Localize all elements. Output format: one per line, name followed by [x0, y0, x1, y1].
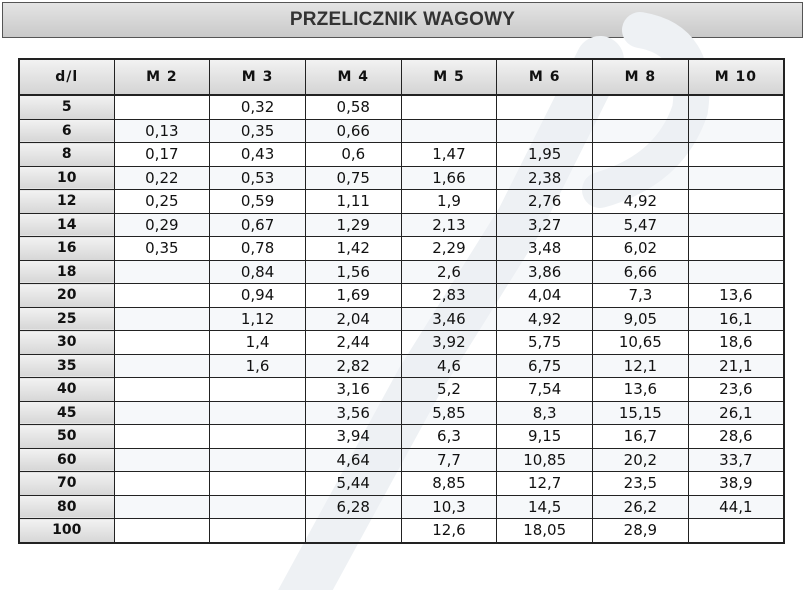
row-header-length: 8 — [19, 143, 114, 167]
row-header-length: 12 — [19, 190, 114, 214]
weight-cell: 28,6 — [688, 425, 784, 449]
weight-cell: 1,66 — [401, 166, 497, 190]
weight-cell — [593, 119, 689, 143]
row-header-length: 45 — [19, 401, 114, 425]
weight-cell: 5,44 — [305, 472, 401, 496]
weight-cell: 12,6 — [401, 519, 497, 543]
weight-cell: 5,85 — [401, 401, 497, 425]
weight-cell: 12,1 — [593, 354, 689, 378]
weight-cell: 0,78 — [210, 237, 306, 261]
weight-cell — [210, 425, 306, 449]
table-row — [19, 331, 784, 355]
weight-cell — [210, 448, 306, 472]
weight-cell: 7,7 — [401, 448, 497, 472]
weight-cell — [688, 190, 784, 214]
column-header-thread: M 6 — [497, 59, 593, 95]
row-header-length: 60 — [19, 448, 114, 472]
table-row — [19, 401, 784, 425]
weight-cell — [497, 95, 593, 119]
weight-cell: 26,1 — [688, 401, 784, 425]
table-row — [19, 472, 784, 496]
weight-cell — [114, 307, 210, 331]
table-row — [19, 495, 784, 519]
weight-cell: 6,75 — [497, 354, 593, 378]
weight-cell — [114, 448, 210, 472]
weight-cell: 1,56 — [305, 260, 401, 284]
weight-cell: 9,05 — [593, 307, 689, 331]
column-header-size: d/l — [19, 59, 114, 95]
weight-cell: 0,29 — [114, 213, 210, 237]
weight-cell: 4,64 — [305, 448, 401, 472]
weight-cell — [688, 95, 784, 119]
weight-cell — [688, 119, 784, 143]
weight-cell: 5,2 — [401, 378, 497, 402]
weight-conversion-table — [18, 58, 785, 544]
weight-cell: 4,92 — [497, 307, 593, 331]
weight-cell: 7,3 — [593, 284, 689, 308]
weight-cell: 3,48 — [497, 237, 593, 261]
weight-cell: 3,92 — [401, 331, 497, 355]
weight-cell — [688, 166, 784, 190]
weight-cell: 23,6 — [688, 378, 784, 402]
weight-cell: 0,25 — [114, 190, 210, 214]
row-header-length: 20 — [19, 284, 114, 308]
row-header-length: 25 — [19, 307, 114, 331]
weight-cell: 8,85 — [401, 472, 497, 496]
weight-cell: 5,47 — [593, 213, 689, 237]
table-row — [19, 119, 784, 143]
weight-cell: 0,58 — [305, 95, 401, 119]
column-header-thread: M 2 — [114, 59, 210, 95]
row-header-length: 40 — [19, 378, 114, 402]
weight-cell: 15,15 — [593, 401, 689, 425]
weight-cell — [305, 519, 401, 543]
weight-cell — [114, 378, 210, 402]
weight-cell — [114, 354, 210, 378]
weight-cell — [114, 284, 210, 308]
weight-cell — [114, 331, 210, 355]
weight-cell: 2,04 — [305, 307, 401, 331]
weight-cell: 0,53 — [210, 166, 306, 190]
weight-cell: 21,1 — [688, 354, 784, 378]
weight-cell: 6,66 — [593, 260, 689, 284]
weight-cell — [401, 95, 497, 119]
weight-cell: 0,43 — [210, 143, 306, 167]
weight-cell: 5,75 — [497, 331, 593, 355]
weight-cell: 4,6 — [401, 354, 497, 378]
weight-cell — [688, 237, 784, 261]
weight-cell — [497, 119, 593, 143]
column-header-thread: M 3 — [210, 59, 306, 95]
weight-cell: 2,44 — [305, 331, 401, 355]
weight-cell: 0,94 — [210, 284, 306, 308]
table-row — [19, 190, 784, 214]
weight-cell: 0,35 — [114, 237, 210, 261]
weight-cell: 13,6 — [688, 284, 784, 308]
weight-cell: 0,59 — [210, 190, 306, 214]
weight-cell — [114, 472, 210, 496]
weight-cell: 0,6 — [305, 143, 401, 167]
weight-cell: 0,35 — [210, 119, 306, 143]
table-row — [19, 425, 784, 449]
weight-cell: 0,75 — [305, 166, 401, 190]
weight-cell: 0,32 — [210, 95, 306, 119]
weight-cell: 2,83 — [401, 284, 497, 308]
weight-cell: 44,1 — [688, 495, 784, 519]
weight-cell: 8,3 — [497, 401, 593, 425]
weight-cell — [688, 519, 784, 543]
weight-cell: 4,04 — [497, 284, 593, 308]
weight-cell: 33,7 — [688, 448, 784, 472]
weight-cell: 28,9 — [593, 519, 689, 543]
weight-cell: 16,7 — [593, 425, 689, 449]
table-row — [19, 284, 784, 308]
weight-cell: 1,29 — [305, 213, 401, 237]
row-header-length: 5 — [19, 95, 114, 119]
weight-cell: 2,29 — [401, 237, 497, 261]
weight-cell — [114, 401, 210, 425]
row-header-length: 70 — [19, 472, 114, 496]
weight-cell — [114, 260, 210, 284]
weight-cell: 6,02 — [593, 237, 689, 261]
weight-cell — [688, 213, 784, 237]
weight-cell: 10,65 — [593, 331, 689, 355]
weight-cell — [210, 378, 306, 402]
weight-cell: 3,94 — [305, 425, 401, 449]
weight-cell: 1,4 — [210, 331, 306, 355]
page-title: PRZELICZNIK WAGOWY — [2, 2, 803, 38]
row-header-length: 30 — [19, 331, 114, 355]
weight-cell: 1,47 — [401, 143, 497, 167]
weight-cell: 9,15 — [497, 425, 593, 449]
weight-cell: 0,17 — [114, 143, 210, 167]
row-header-length: 16 — [19, 237, 114, 261]
weight-cell: 0,13 — [114, 119, 210, 143]
column-header-thread: M 10 — [688, 59, 784, 95]
row-header-length: 35 — [19, 354, 114, 378]
table-row — [19, 260, 784, 284]
weight-cell: 18,05 — [497, 519, 593, 543]
weight-cell: 1,12 — [210, 307, 306, 331]
weight-cell: 0,22 — [114, 166, 210, 190]
weight-cell — [114, 95, 210, 119]
weight-cell: 18,6 — [688, 331, 784, 355]
header-row — [19, 59, 784, 95]
weight-cell — [688, 260, 784, 284]
table-row — [19, 519, 784, 543]
weight-cell: 26,2 — [593, 495, 689, 519]
column-header-thread: M 4 — [305, 59, 401, 95]
weight-cell — [593, 95, 689, 119]
weight-cell: 2,13 — [401, 213, 497, 237]
weight-cell: 4,92 — [593, 190, 689, 214]
weight-cell: 3,16 — [305, 378, 401, 402]
table-row — [19, 307, 784, 331]
weight-cell: 6,28 — [305, 495, 401, 519]
weight-cell — [210, 495, 306, 519]
weight-cell: 3,56 — [305, 401, 401, 425]
weight-cell: 10,85 — [497, 448, 593, 472]
weight-cell: 1,42 — [305, 237, 401, 261]
weight-cell: 14,5 — [497, 495, 593, 519]
table-row — [19, 448, 784, 472]
weight-cell — [210, 472, 306, 496]
table-row — [19, 213, 784, 237]
weight-cell: 6,3 — [401, 425, 497, 449]
table-row — [19, 166, 784, 190]
weight-cell: 1,6 — [210, 354, 306, 378]
row-header-length: 50 — [19, 425, 114, 449]
column-header-thread: M 5 — [401, 59, 497, 95]
weight-cell: 20,2 — [593, 448, 689, 472]
weight-cell: 3,27 — [497, 213, 593, 237]
weight-cell: 3,86 — [497, 260, 593, 284]
weight-cell: 16,1 — [688, 307, 784, 331]
table-row — [19, 378, 784, 402]
table-header — [19, 59, 784, 95]
weight-cell — [401, 119, 497, 143]
weight-cell: 10,3 — [401, 495, 497, 519]
table-row — [19, 95, 784, 119]
column-header-thread: M 8 — [593, 59, 689, 95]
weight-cell: 1,11 — [305, 190, 401, 214]
weight-cell: 0,66 — [305, 119, 401, 143]
weight-cell — [688, 143, 784, 167]
row-header-length: 6 — [19, 119, 114, 143]
weight-cell: 12,7 — [497, 472, 593, 496]
table-row — [19, 354, 784, 378]
weight-cell: 1,69 — [305, 284, 401, 308]
weight-cell: 0,84 — [210, 260, 306, 284]
row-header-length: 100 — [19, 519, 114, 543]
table-row — [19, 237, 784, 261]
weight-cell: 38,9 — [688, 472, 784, 496]
weight-cell — [210, 519, 306, 543]
row-header-length: 80 — [19, 495, 114, 519]
table-body — [19, 95, 784, 543]
weight-cell: 2,38 — [497, 166, 593, 190]
weight-cell: 7,54 — [497, 378, 593, 402]
weight-cell: 2,76 — [497, 190, 593, 214]
weight-cell: 1,9 — [401, 190, 497, 214]
weight-cell: 1,95 — [497, 143, 593, 167]
weight-cell: 2,6 — [401, 260, 497, 284]
weight-cell: 3,46 — [401, 307, 497, 331]
weight-cell — [593, 166, 689, 190]
weight-cell: 0,67 — [210, 213, 306, 237]
row-header-length: 14 — [19, 213, 114, 237]
weight-cell — [114, 519, 210, 543]
weight-cell — [114, 425, 210, 449]
row-header-length: 18 — [19, 260, 114, 284]
weight-cell — [114, 495, 210, 519]
weight-cell — [593, 143, 689, 167]
weight-cell: 23,5 — [593, 472, 689, 496]
weight-cell — [210, 401, 306, 425]
weight-cell: 13,6 — [593, 378, 689, 402]
table-row — [19, 143, 784, 167]
weight-cell: 2,82 — [305, 354, 401, 378]
row-header-length: 10 — [19, 166, 114, 190]
